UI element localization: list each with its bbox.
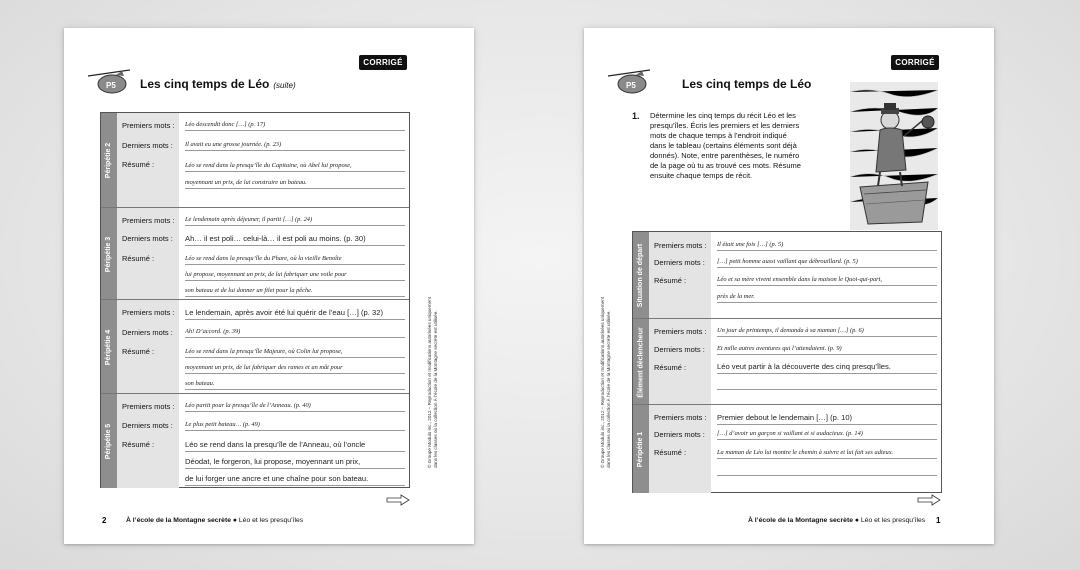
- section-label: Péripétie 4: [105, 329, 113, 365]
- last-words: Il avait eu une grosse journée. (p. 23): [185, 141, 405, 151]
- corrige-badge: CORRIGÉ: [359, 55, 407, 70]
- last-words: Ah… il est poli… celui-là… il est poli au moins. (p. 30): [185, 234, 405, 246]
- instruction-text: Détermine les cinq temps du récit Léo et les presqu’îles. Écris les premiers et les derniers mots de chaque temps à l’endroit indiqué dans le tableau (certains éléments sont déjà donnés). Note, entre parenthèses, le numéro de la page où tu as trouvé ces mots. Résume ensuite chaque temps de récit.: [650, 111, 801, 180]
- last-words: Le plus petit bateau… (p. 49): [185, 421, 405, 431]
- first-words: Léo partit pour la presqu’île de l’Anneau. (p. 40): [185, 402, 405, 412]
- summary-line: son bateau.: [185, 380, 405, 390]
- summary-line: Léo se rend dans la presqu’île Majeure, où Colin lui propose,: [185, 348, 405, 358]
- summary-line: moyennant un prix, de lui fabriquer des rames et un mât pour: [185, 364, 405, 374]
- last-words: Et mille autres aventures qui l’attendaient. (p. 9): [717, 345, 937, 355]
- summary-line: [717, 389, 937, 390]
- bindle-logo-icon: [606, 66, 658, 96]
- story-table: [100, 112, 410, 488]
- section-label: Péripétie 2: [105, 142, 113, 178]
- table-section: Péripétie 4 Premiers mots : Le lendemain, après avoir été lui quérir de l’eau […] (p. 32) Derniers mots : Ah! D’accord. (p. 39) Résumé : Léo se rend dans la presqu’île Majeure, où Colin lui propose, moyennant un prix, de lui fabriquer des rames et un mât pour son bateau.: [101, 299, 409, 394]
- page-footer: À l’école de la Montagne secrète ● Léo et les presqu’îles: [126, 517, 304, 524]
- page-number: 1: [936, 516, 941, 525]
- last-words: Ah! D’accord. (p. 39): [185, 328, 405, 338]
- table-section: Situation de départ Premiers mots : Il était une fois […] (p. 5) Derniers mots : […] petit homme aussi vaillant que débrouillard. (p. 5) Résumé : Léo et sa mère vivent ensemble dans la maison le Quoi-qui-part, près de la mer.: [633, 232, 941, 318]
- summary-line: Déodat, le forgeron, lui propose, moyennant un prix,: [185, 457, 405, 469]
- copyright-note: © Groupe Modulo inc., 2012 – Reproduction et modifications autorisées uniquement dans les classes où la collection À l’école de la Montagne secrète est utilisée.: [600, 297, 611, 468]
- first-words: Léo descendit donc […] (p. 17): [185, 121, 405, 131]
- page-title: Les cinq temps de Léo: [682, 77, 812, 91]
- story-table: [632, 231, 942, 493]
- summary-line: Léo se rend dans la presqu’île du Capitaine, où Abel lui propose,: [185, 162, 405, 172]
- corrige-badge: CORRIGÉ: [891, 55, 939, 70]
- first-words: Le lendemain, après avoir été lui quérir de l’eau […] (p. 32): [185, 308, 405, 320]
- page-footer: À l’école de la Montagne secrète ● Léo et les presqu’îles: [748, 517, 926, 524]
- summary-line: moyennant un prix, de lui construire un bateau.: [185, 179, 405, 189]
- section-label: Péripétie 3: [105, 236, 113, 272]
- page-title: Les cinq temps de Léo (suite): [140, 77, 296, 91]
- section-label: Péripétie 5: [105, 423, 113, 459]
- summary-line: de lui forger une ancre et une chaîne pour son bateau.: [185, 474, 405, 486]
- worksheet-page-2: [64, 28, 474, 544]
- summary-line: Léo se rend dans la presqu’île de l’Anneau, où l’oncle: [185, 440, 405, 452]
- page-number: 2: [102, 516, 107, 525]
- summary-line: Léo et sa mère vivent ensemble dans la maison le Quoi-qui-part,: [717, 276, 937, 286]
- last-words: […] petit homme aussi vaillant que débrouillard. (p. 5): [717, 258, 937, 268]
- last-words: […] d’avoir un garçon si vaillant et si audacieux. (p. 14): [717, 430, 937, 440]
- section-label: Situation de départ: [637, 243, 645, 307]
- table-section: Péripétie 3 Premiers mots : Le lendemain après déjeuner, il partit […] (p. 24) Derniers mots : Ah… il est poli… celui-là… il est poli au moins. (p. 30) Résumé : Léo se rend dans la presqu’île du Phare, où la vieille Benoîte lui propose, moyennant un prix, de lui fabriquer une voile pour son bateau et de lui donner un filet pour la pêche.: [101, 207, 409, 300]
- table-section: Péripétie 1 Premiers mots : Premier debout le lendemain […] (p. 10) Derniers mots : […] d’avoir un garçon si vaillant et si audacieux. (p. 14) Résumé : La maman de Léo lui montre le chemin à suivre et lui fait ses adieux.: [633, 404, 941, 493]
- table-section: Péripétie 5 Premiers mots : Léo partit pour la presqu’île de l’Anneau. (p. 40) Derniers mots : Le plus petit bateau… (p. 49) Résumé : Léo se rend dans la presqu’île de l’Anneau, où l’oncle Déodat, le forgeron, lui propose, moyennant un prix, de lui forger une ancre et une chaîne pour son bateau.: [101, 393, 409, 488]
- summary-line: son bateau et de lui donner un filet pour la pêche.: [185, 287, 405, 297]
- first-words: Il était une fois […] (p. 5): [717, 241, 937, 251]
- table-section: Élément déclencheur Premiers mots : Un jour de printemps, il demanda à sa maman […] (p. 6) Derniers mots : Et mille autres aventures qui l’attendaient. (p. 9) Résumé : Léo veut partir à la découverte des cinq presqu’îles.: [633, 318, 941, 405]
- first-words: Premier debout le lendemain […] (p. 10): [717, 413, 937, 425]
- summary-line: [717, 475, 937, 476]
- table-section: Péripétie 2 Premiers mots : Léo descendit donc […] (p. 17) Derniers mots : Il avait eu une grosse journée. (p. 23) Résumé : Léo se rend dans la presqu’île du Capitaine, où Abel lui propose, moyennant un prix, de lui construire un bateau.: [101, 113, 409, 207]
- logo-text: P5: [626, 81, 636, 90]
- first-words: Le lendemain après déjeuner, il partit […] (p. 24): [185, 216, 405, 226]
- summary-line: près de la mer.: [717, 293, 937, 303]
- logo-text: P5: [106, 81, 116, 90]
- summary-line: Léo veut partir à la découverte des cinq presqu’îles.: [717, 362, 937, 374]
- next-page-arrow-icon[interactable]: [386, 494, 410, 506]
- summary-line: Léo se rend dans la presqu’île du Phare, où la vieille Benoîte: [185, 255, 405, 265]
- sailor-on-boat-illustration: [850, 82, 938, 230]
- copyright-note: © Groupe Modulo inc., 2012 – Reproduction et modifications autorisées uniquement dans les classes où la collection À l’école de la Montagne secrète est utilisée.: [427, 297, 438, 468]
- bindle-logo-icon: [86, 66, 138, 96]
- worksheet-page-1: CORRIGÉ P5 Les cinq temps de Léo 1. Détermine les cinq temps du récit Léo et les presqu’îles. Écris les premiers et les derniers mots de chaque temps à l’endroit indiqué dans le tableau (certains éléments sont déjà donnés). Note, entre parenthèses, le numéro de la page où tu as trouvé ces mots. Résume ensuite chaque temps de récit. Situation de départ Premiers mots : Il était une fois […] (p. 5) Derniers mots : […] petit homme aussi vaillant que débrouillard. (p. 5) Résumé : Léo et sa mère vivent ensemble dans la maison le Quoi-qui-part, près de la mer. Élément déclencheur Premiers mots : Un jour de printemps, il demanda à sa maman […] (p. 6) Derniers mots : Et mille autres aventures qui l’attendaient. (p. 9) Résumé : Léo veut partir à la découverte des cinq presqu’îles. Péripétie 1 Premiers mots : Premier debout le lendemain […] (p. 10) Derniers mots : […] d’avoir un garçon si vaillant et si audacieux. (p. 14) Résumé : La maman de Léo lui montre le chemin à suivre et lui fait ses adieux. © Groupe Modulo inc., 2012 – Reproduction et modifications autorisées uniquement dans les classes où la collection À l’école de la Montagne secrète est utilisée. À l’école de la Montagne secrète ● Léo et les presqu’îles 1: [584, 28, 994, 544]
- summary-line: lui propose, moyennant un prix, de lui fabriquer une voile pour: [185, 271, 405, 281]
- next-page-arrow-icon[interactable]: [917, 494, 941, 506]
- section-label: Élément déclencheur: [637, 326, 645, 398]
- first-words: Un jour de printemps, il demanda à sa maman […] (p. 6): [717, 327, 937, 337]
- section-label: Péripétie 1: [637, 431, 645, 467]
- summary-line: La maman de Léo lui montre le chemin à suivre et lui fait ses adieux.: [717, 449, 937, 459]
